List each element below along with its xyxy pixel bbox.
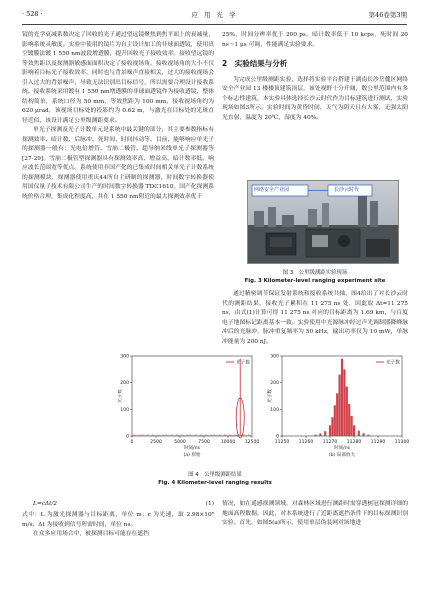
photo-illustration: [248, 181, 398, 263]
x-tick-label: 10000: [220, 440, 236, 445]
equation-1: [22, 500, 214, 511]
plot-frame: [132, 356, 252, 436]
x-tick-label: 11270: [322, 440, 338, 445]
x-tick-label: 5000: [174, 440, 186, 445]
y-tick-label: 100: [270, 407, 279, 413]
data-bar: [331, 417, 333, 436]
photo-label-left: 网络安全产业园: [254, 187, 290, 193]
right-column-lower: [222, 290, 408, 347]
y-tick-label: 200: [120, 381, 129, 387]
right-column-bottom: [222, 500, 408, 529]
x-axis-label: 时间/ns: [333, 446, 351, 451]
figure3-caption-en: Fig. 3 Kilometer-level ranging experiment site: [244, 278, 386, 284]
paragraph: 通过精密调节保证发射系统和接收系统共轴，图4给出了对长沙云时代的测距结果，接收光子累积在 11 275 ns 处，因此取 Δt=11 275 ns，由式(1)计算可得 11 275 ns 对应的目标距离为 1.69 km，与百度电子地图标记距离基本一致。实验使用中光源脉冲经过声光调制器降峰脉冲后的光脉冲，脉冲重复频率为 50 kHz，输出功率仅为 10 mW，单脉冲能量为 200 nJ。: [222, 291, 408, 345]
experiment-site-photo: [247, 180, 399, 264]
issue-label: 第46卷第3期: [368, 11, 407, 19]
data-bar: [341, 359, 343, 436]
figure4-svg: [118, 352, 418, 464]
journal-title: 应 用 光 学: [191, 11, 238, 19]
y-tick-label: 200: [270, 381, 279, 387]
data-bar: [315, 435, 317, 436]
y-tick-label: 100: [120, 407, 129, 413]
paragraph: 式中：L 为激光探测器与目标距离，单位 m；c 为光速，取 2.98×10⁸ m/s；Δt 为接收到信号所需时间，单位 ns。: [22, 512, 214, 528]
photo-label-right: 长沙云时代: [334, 187, 360, 193]
x-tick-label: 11300: [394, 440, 410, 445]
figure4-caption-cn: 图 4 公里级测距结果: [188, 472, 242, 478]
x-tick-label: 11280: [346, 440, 362, 445]
y-tick-label: 0: [126, 434, 129, 440]
left-column: [22, 31, 214, 202]
paragraph: 情况，如在遥感探测领域，对森林区域进行测距时需穿透树冠探测详细的地面高程数据。因此，对本系统进行了近距离遮挡条件下的目标探测识别实验。首先，如图5(a)所示，使用单层伪装网对场地进: [222, 501, 408, 526]
data-bar: [319, 433, 321, 436]
y-axis-label: 光子数: [118, 389, 123, 403]
data-bar: [358, 431, 360, 436]
data-bar: [353, 425, 355, 436]
page-number: · 528 ·: [22, 10, 43, 18]
figure3-caption-cn: 图 3 公里级测距实验现场: [282, 270, 348, 276]
header-rule: [22, 24, 407, 25]
data-bar: [363, 433, 365, 436]
figure4-charts: [118, 352, 418, 464]
paragraph: 单光子探测及光子计数单元是系统中最关键的部分，其主要参数指标有探测效率、暗计数、后脉冲、死时间、时间抖动等。目前，能够响应单光子的探测器一般有：光电倍增管、雪崩二极管、超导纳米线单光子探测器等[27-29]。雪崩二极管型探测器具有探测效率高、增益高、暗计数率低、响应波长范围宽等优点。系统使用非国产化的已集成时间相关单光子计数系统的探测模块，探测器使用重庆44所自主研制的探测器，时间数字转换器使用国仪量子技术有限公司生产的时间数字转换器 TDC1610。国产化探测系统价格合理，集成化程度高，其在 1 550 nm附近的最大探测效率优于: [22, 127, 214, 200]
paragraph: 为完成公里级测距实验，选择将实验平台搭建于湖南长沙岳麓区网络安全产业园 13 楼楼顶建筑顶层，该处视野十分开阔，数公里范围内有多个标志性建筑，本实验具体选择长沙云时代作为目标建筑进行测试，实验现场如图3所示。实验时间为黄昏时间，天气为阴天且有大雾，无强太阳光直射，温度为 20℃，湿度为 40%。: [222, 76, 408, 121]
y-axis-label: 光子数: [268, 389, 273, 403]
data-bar: [367, 435, 369, 436]
data-bar: [334, 405, 336, 436]
x-tick-label: 11250: [274, 440, 290, 445]
x-axis-label: 时间/ns: [183, 446, 201, 451]
y-tick-label: 300: [120, 354, 129, 360]
figure4-caption-en: Fig. 4 Kilometer-level ranging results: [158, 480, 272, 486]
right-column: [222, 31, 408, 123]
paragraph: 在众多应用场合中，被探测目标可能存在遮挡: [33, 531, 149, 537]
y-tick-label: 0: [276, 434, 279, 440]
paragraph: 25%，时间分辨率优于 200 ps，暗计数率低于 10 kcps，死时间 20 ns～1 μs 可调，性能满足实验要求。: [222, 32, 408, 48]
data-bar: [324, 431, 326, 436]
data-bar: [336, 393, 338, 436]
x-tick-label: 11260: [298, 440, 314, 445]
x-tick-label: 2500: [150, 440, 162, 445]
x-tick-label: 7500: [198, 440, 210, 445]
equation-number: (1): [205, 501, 214, 507]
y-tick-label: 300: [270, 354, 279, 360]
data-bar: [346, 387, 348, 436]
paragraph: 镜的光学衰减系数决定了回收的光子通过望远镜聚焦到焦平面上的衰减量，影响系统灵敏度。实验中使用的镜片为自主设计加工的非球面透镜，使用真空镀膜法镀 1 550 nm波段增透膜，提升回收光子接收效率。接收望远镜的等效焦距以及探测器敏感面面积决定了接收视场角。接收视场角的大小不仅影响着目标光子接收效率，同时也与背景噪声直接相关，过大的接收视场会引入过大的背景噪声，导致无法识别出目标信号，所以需要合理设计接收系统。接收系统采用镀有 1 550 nm增透膜的非球面透镜作为接收透镜，整体结构简单，系统口径为 50 mm，等效焦距为 100 mm，接收视场角约为 620 μrad，该视场目标处的投影约为 0.62 m，与激光在目标处的光斑直径近似，该设计满足公里级测距要求。: [22, 32, 214, 124]
left-column-bottom: [22, 500, 214, 540]
data-bar: [343, 369, 345, 436]
data-bar: [339, 375, 341, 436]
data-bar: [329, 425, 331, 436]
x-tick-label: 11290: [370, 440, 386, 445]
panel-subtitle: (a) 原始: [183, 453, 201, 458]
data-bar: [351, 416, 353, 436]
x-tick-label: 12500: [244, 440, 260, 445]
legend-label: 光子数: [386, 360, 400, 366]
section-heading: 2 实验结果与分析: [222, 59, 288, 68]
data-bar: [348, 404, 350, 436]
panel-subtitle: (b) 局部放大: [328, 453, 356, 458]
running-header: [22, 10, 407, 22]
x-tick-label: 0: [130, 440, 134, 445]
equation-formula: L=cΔt/2: [33, 501, 58, 507]
legend-label: 光子数: [236, 360, 250, 366]
